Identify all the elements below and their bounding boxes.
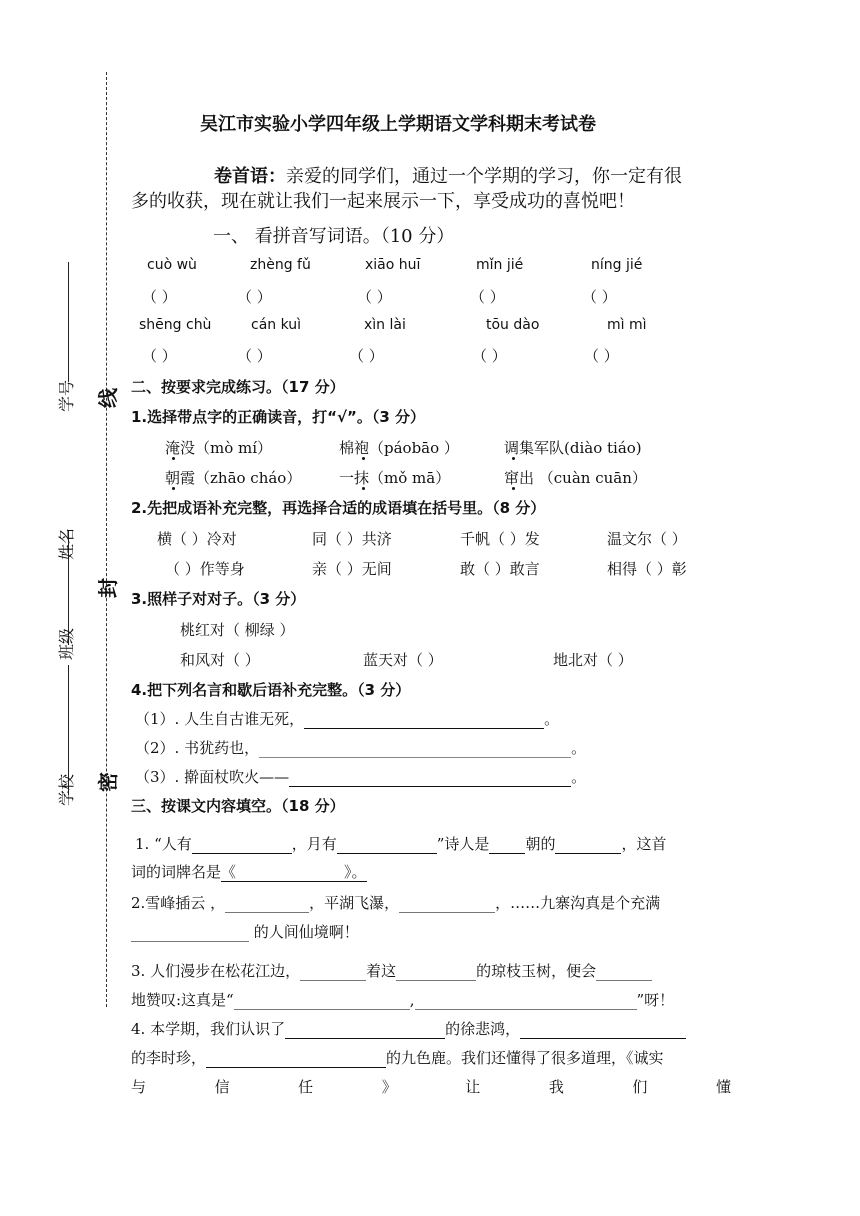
pinyin-2: zhèng fǔ [250,257,311,273]
answer-box-7[interactable]: （ ） [237,347,272,365]
s3-text: ，月有 [291,835,337,853]
s3-blank[interactable] [415,993,637,1010]
s3-blank[interactable] [596,964,652,981]
section-1-heading: 一、 看拼音写词语。（10 分） [213,226,455,247]
emphasis-dot [512,487,515,490]
emphasis-dot [362,457,365,460]
s3-blank[interactable] [396,964,476,981]
s3-blank[interactable] [234,993,410,1010]
s3-char: 信 [214,1078,230,1096]
s3-text: ，这首 [621,835,667,853]
s3-text: ，平湖飞瀑， [309,894,400,912]
q3-example: 桃红对（ 柳绿 ） [180,621,295,639]
s3-blank[interactable] [221,863,367,882]
q2-item-4[interactable]: 温文尔（ ） [607,530,687,548]
s3-char: 们 [632,1078,648,1096]
q1-item-1[interactable]: 淹没（mò mí） [165,439,273,457]
s3-char: 与 [131,1078,147,1096]
answer-box-8[interactable]: （ ） [349,347,384,365]
s3-char: 懂 [715,1078,731,1096]
q4-prompt-2: （2）. 书犹药也， [135,739,260,757]
intro-line-1 [214,162,682,188]
pinyin-3: xiāo huī [365,257,421,273]
s3-text: 2.雪峰插云 ， [131,894,226,912]
q4-line-1 [135,708,559,729]
pinyin-6: shēng chù [139,317,212,333]
intro-label: 卷首语： [214,166,286,187]
answer-box-9[interactable]: （ ） [472,347,507,365]
q1-item-3[interactable]: 调集军队(diào tiáo) [504,439,642,457]
q2-item-5[interactable]: （ ）作等身 [165,560,245,578]
s3-text: 3. 人们漫步在松花江边， [131,962,301,980]
s3-blank[interactable] [555,837,621,854]
q1-item-4[interactable]: 朝霞（zhāo cháo） [165,469,302,487]
s3-text: 词的词牌名是 [131,863,222,881]
s3-line-2b [131,921,359,942]
s3-line-2 [131,892,660,913]
seal-line-char-xian: 线 [96,388,120,408]
pinyin-5: níng jié [591,257,643,273]
q4-blank-3[interactable] [289,770,571,787]
q1-item-2[interactable]: 棉袍（páobāo ） [339,439,459,457]
emphasis-dot [172,487,175,490]
seal-line-char-mi: 密 [96,772,120,792]
answer-box-6[interactable]: （ ） [142,347,177,365]
s3-text: ”呀！ [636,991,675,1009]
s3-text: 4. 本学期，我们认识了 [131,1020,286,1038]
s3-char: 让 [465,1078,481,1096]
q4-prompt-1: （1）. 人生自古谁无死， [135,710,305,728]
q3-item-3[interactable]: 地北对（ ） [553,651,633,669]
s3-blank[interactable] [337,837,437,854]
q2-item-8[interactable]: 相得（ ）彰 [607,560,687,578]
s3-text: 的九色鹿。我们还懂得了很多道理，《诚实 [386,1049,664,1067]
s3-text: 的徐悲鸿， [445,1020,521,1038]
s3-char: 我 [548,1078,564,1096]
s3-line-3b [131,989,674,1010]
s3-blank[interactable] [131,925,249,942]
s3-line-1b [131,861,367,882]
s3-blank[interactable] [192,837,292,854]
s3-blank[interactable] [489,837,525,854]
q2-item-7[interactable]: 敢（ ）敢言 [460,560,540,578]
s3-line-4 [131,1018,686,1039]
school-label: 学校 [57,773,76,806]
q1-item-6[interactable]: 窜出 （cuàn cuān） [504,469,647,487]
s3-line-4c [131,1076,731,1097]
binding-dashed-line [106,72,107,1007]
emphasis-dot [362,487,365,490]
class-underline [68,665,69,745]
q2-item-1[interactable]: 横（ ）冷对 [157,530,237,548]
q1-item-5[interactable]: 一抹（mǒ mā） [339,469,451,487]
section-3-heading: 三、按课文内容填空。（18 分） [131,797,345,815]
q4-end-1: 。 [544,710,560,728]
seal-line-char-feng: 封 [96,578,120,598]
pinyin-4: mǐn jié [476,257,524,273]
name-label: 姓名 [57,527,76,560]
emphasis-dot [512,457,515,460]
pinyin-10: mì mì [607,317,647,333]
q4-prompt-3: （3）. 擀面杖吹火—— [135,768,290,786]
pinyin-1: cuò wù [147,257,197,273]
answer-box-10[interactable]: （ ） [584,347,619,365]
s3-blank[interactable] [399,896,495,913]
s3-text: 的人间仙境啊！ [253,923,359,941]
pinyin-9: tōu dào [486,317,540,333]
q2-item-2[interactable]: 同（ ）共济 [312,530,392,548]
q2-item-6[interactable]: 亲（ ）无间 [312,560,392,578]
q4-heading: 4.把下列名言和歇后语补充完整。（3 分） [131,681,411,699]
pinyin-7: cán kuì [251,317,302,333]
s3-text: 着这 [366,962,397,980]
s3-text: 1. “人有 [135,835,192,853]
student-id-underline [68,262,69,382]
s3-char: 》 [381,1078,397,1096]
q4-line-3 [135,766,586,787]
page-title: 吴江市实验小学四年级上学期语文学科期末考试卷 [200,114,596,135]
s3-blank[interactable] [285,1022,445,1039]
q3-item-2[interactable]: 蓝天对（ ） [363,651,443,669]
class-label: 班级 [57,627,76,660]
s3-blank[interactable] [520,1022,686,1039]
s3-text: 地赞叹:这真是“ [131,991,234,1009]
q4-end-2: 。 [571,739,587,757]
q2-heading: 2.先把成语补充完整，再选择合适的成语填在括号里。（8 分） [131,499,546,517]
s3-text: ，……九寨沟真是个充满 [495,894,661,912]
intro-text-1: 亲爱的同学们，通过一个学期的学习，你一定有很 [286,166,682,187]
answer-box-3[interactable]: （ ） [357,288,392,306]
section-2-heading: 二、按要求完成练习。（17 分） [131,378,345,396]
answer-box-2[interactable]: （ ） [237,288,272,306]
q3-heading: 3.照样子对对子。（3 分） [131,590,306,608]
s3-text: 朝的 [525,835,556,853]
s3-blank[interactable] [225,896,309,913]
s3-text: , [409,991,415,1009]
s3-text: 的琼枝玉树，便会 [476,962,597,980]
q1-heading: 1.选择带点字的正确读音，打“√”。（3 分） [131,408,426,426]
q4-end-3: 。 [571,768,587,786]
q4-blank-1[interactable] [304,712,544,729]
s3-blank[interactable] [300,964,366,981]
pinyin-8: xìn lài [364,317,406,333]
s3-text: ”诗人是 [436,835,490,853]
q4-line-2 [135,737,586,758]
s3-line-3 [131,960,652,981]
s3-text: 《 [221,863,237,881]
s3-char: 任 [298,1078,314,1096]
q2-item-3[interactable]: 千帆（ ）发 [460,530,540,548]
s3-blank[interactable] [206,1051,386,1068]
emphasis-dot [172,457,175,460]
s3-line-4b [131,1047,664,1068]
answer-box-1[interactable]: （ ） [142,288,177,306]
answer-box-5[interactable]: （ ） [582,288,617,306]
answer-box-4[interactable]: （ ） [470,288,505,306]
student-id-label: 学号 [57,379,76,412]
q3-item-1[interactable]: 和风对（ ） [180,651,260,669]
s3-text: 的李时珍， [131,1049,207,1067]
s3-text: 》。 [344,863,367,881]
s3-line-1 [135,833,666,854]
intro-line-2: 多的收获，现在就让我们一起来展示一下，享受成功的喜悦吧！ [131,191,635,212]
q4-blank-2[interactable] [259,741,571,758]
